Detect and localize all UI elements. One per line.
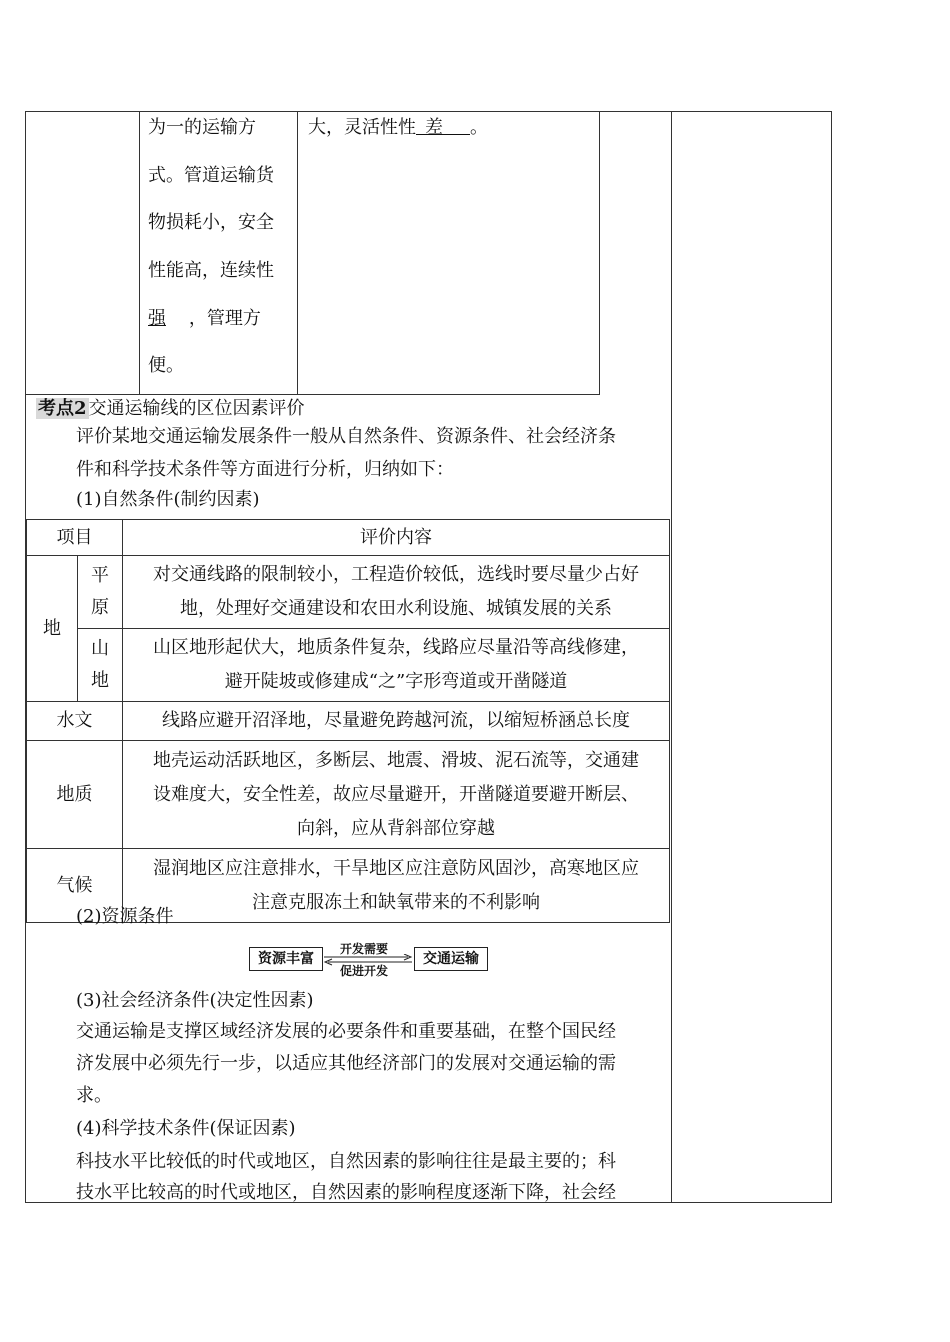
top-table-col3-text: 大，灵活性性 差 。 (308, 117, 488, 138)
header-content: 评价内容 (123, 520, 670, 556)
tech-line: 科技水平比较低的时代或地区，自然因素的影响往往是最主要的；科 (76, 1151, 616, 1172)
climate-label: 气候 (27, 849, 123, 923)
social-line: 济发展中必须先行一步，以适应其他经济部门的发展对交通运输的需 (76, 1053, 616, 1074)
evaluation-table (26, 519, 670, 923)
text-line: 便。 (148, 355, 184, 376)
hydro-text: 线路应避开沼泽地，尽量避免跨越河流，以缩短桥涵总长度 (123, 702, 670, 741)
table-row (27, 702, 670, 741)
text-line: 性能高，连续性 (148, 260, 274, 281)
intro-line: 件和科学技术条件等方面进行分析，归纳如下： (76, 459, 454, 480)
mountain-text: 山区地形起伏大，地质条件复杂，线路应尽量沿等高线修建， 避开陡坡或修建成“之”字形弯道或开凿隧道 (123, 629, 670, 702)
top-table-col1 (139, 111, 140, 394)
underlined-answer: 差 (425, 117, 443, 138)
text-line: 强 ，管理方 (148, 308, 261, 329)
plain-label: 平原 (78, 556, 123, 629)
section-badge: 考点2 (38, 398, 87, 419)
social-line: 交通运输是支撑区域经济发展的必要条件和重要基础，在整个国民经 (76, 1021, 616, 1042)
header-item: 项目 (27, 520, 123, 556)
geology-text: 地壳运动活跃地区，多断层、地震、滑坡、泥石流等，交通建 设难度大，安全性差，故应尽量避开，开凿隧道要避开断层、 向斜，应从背斜部位穿越 (123, 741, 670, 849)
intro-line: 评价某地交通运输发展条件一般从自然条件、资源条件、社会经济条 (76, 426, 616, 447)
arrow-label-top: 开发需要 (340, 942, 389, 956)
transport-box: 交通运输 (414, 947, 488, 971)
top-table-col2 (297, 111, 298, 394)
table-row (27, 520, 670, 556)
top-table-col3 (599, 111, 600, 394)
resource-box: 资源丰富 (249, 947, 323, 971)
table-row (27, 629, 670, 702)
hydro-label: 水文 (27, 702, 123, 741)
side-column-border (671, 111, 672, 1203)
natural-heading: (1)自然条件(制约因素) (76, 489, 260, 510)
table-row (27, 741, 670, 849)
text-line: 物损耗小，安全 (148, 212, 274, 233)
mountain-label: 山地 (78, 629, 123, 702)
table-row (27, 556, 670, 629)
text-line: 为一的运输方 (148, 117, 256, 138)
double-arrow-icon (322, 954, 414, 966)
section-title: 交通运输线的区位因素评价 (88, 398, 305, 419)
resource-heading: (2)资源条件 (76, 906, 174, 927)
geology-label: 地质 (27, 741, 123, 849)
climate-text: 湿润地区应注意排水，干旱地区应注意防风固沙，高寒地区应 注意克服冻土和缺氧带来的不利影响 (123, 849, 670, 923)
tech-line: 技水平比较高的时代或地区，自然因素的影响程度逐渐下降，社会经 (76, 1182, 616, 1203)
social-heading: (3)社会经济条件(决定性因素) (76, 990, 314, 1011)
arrow-label-bottom: 促进开发 (340, 964, 389, 978)
outer-right-border (831, 111, 832, 1203)
underlined-answer: 强 (148, 308, 166, 329)
plain-text: 对交通线路的限制较小，工程造价较低，选线时要尽量少占好 地，处理好交通建设和农田水利设施、城镇发展的关系 (123, 556, 670, 629)
tech-heading: (4)科学技术条件(保证因素) (76, 1118, 296, 1139)
terrain-label: 地 (27, 556, 78, 702)
text-line: 式。管道运输货 (148, 165, 274, 186)
social-line: 求。 (76, 1085, 112, 1106)
